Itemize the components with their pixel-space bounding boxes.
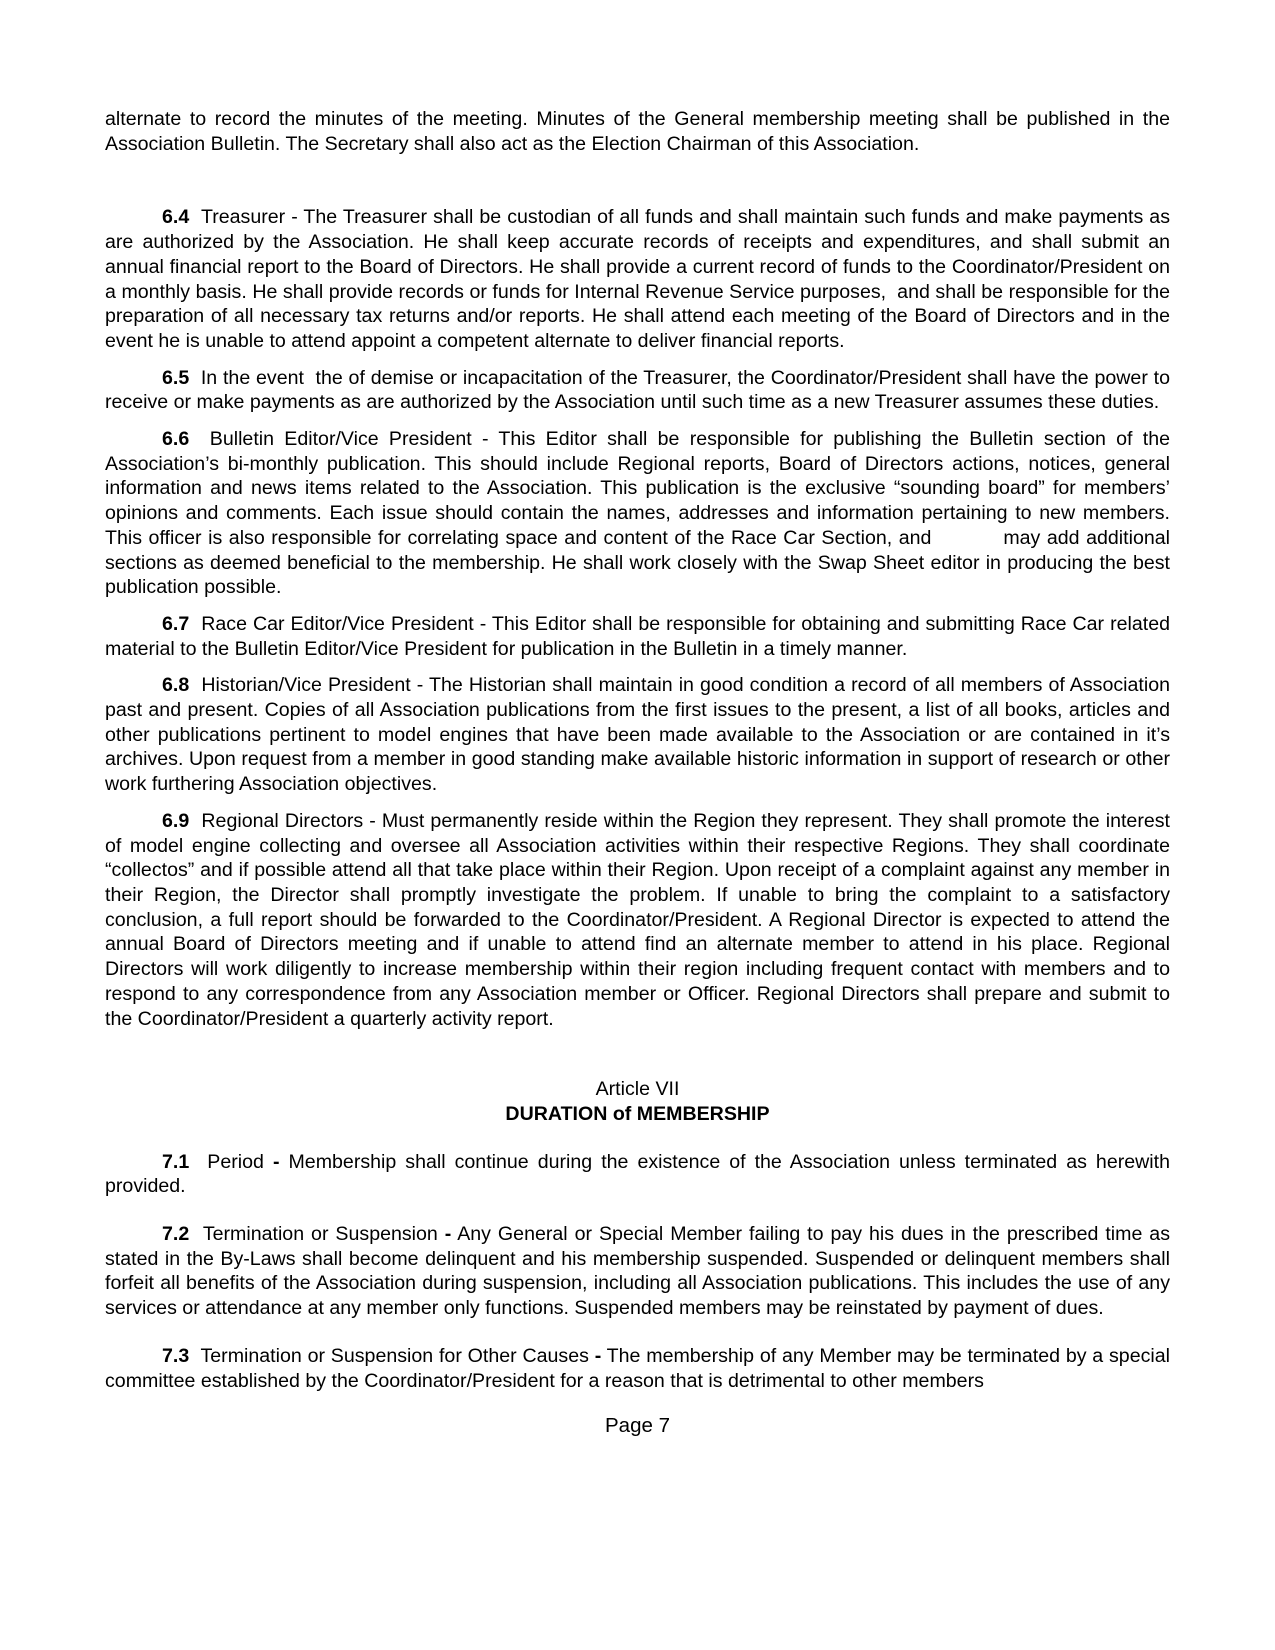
paragraph-secretary-continuation <box>105 107 1170 156</box>
bold-run: 7.2 <box>162 1223 190 1246</box>
section-7-3 <box>105 1344 1170 1393</box>
text-run: The membership of any Member may be terminated by a special committee established by the Coordinator/President for a reason that is detrimental to other members <box>105 1344 1170 1392</box>
bold-run: - <box>594 1344 602 1367</box>
section-6-7 <box>105 612 1170 661</box>
section-6-9 <box>105 809 1170 1031</box>
section-6-6 <box>105 427 1170 600</box>
text-run: alternate to record the minutes of the meeting. Minutes of the General membership meeting shall be published in the Association Bulletin. The Secretary shall also act as the Election Chairman of this Association. <box>105 108 1170 155</box>
bold-run: 6.5 <box>162 366 190 389</box>
text-run: In the event the of demise or incapacitation of the Treasurer, the Coordinator/President shall have the power to receive or make payments as are authorized by the Association until such time as a new Treasurer assumes these duties. <box>105 366 1170 414</box>
bold-run: 6.7 <box>162 612 190 635</box>
text-run: Termination or Suspension <box>189 1223 445 1246</box>
text-run: Period <box>189 1150 273 1173</box>
bold-run: 6.8 <box>162 674 190 697</box>
text-run: Treasurer - The Treasurer shall be custodian of all funds and shall maintain such funds and make payments as are authorized by the Association. He shall keep accurate records of receipts and expenditures, and shall submit an annual financial report to the Board of Directors. He shall provide a current record of funds to the Coordinator/President on a monthly basis. He shall provide records or funds for Internal Revenue Service purposes, and shall be responsible for the preparation of all necessary tax returns and/or reports. He shall attend each meeting of the Board of Directors and in the event he is unable to attend appoint a competent alternate to deliver financial reports. <box>105 206 1170 352</box>
text-run: Historian/Vice President - The Historian shall maintain in good condition a record of all members of Association past and present. Copies of all Association publications from the first issues to the present, a list of all books, articles and other publications pertinent to model engines that have been made available to the Association or are contained in it’s archives. Upon request from a member in good standing make available historic information in support of research or other work furthering Association objectives. <box>105 674 1170 796</box>
bold-run: 7.1 <box>162 1150 190 1173</box>
text-run: Termination or Suspension for Other Causes <box>189 1344 595 1367</box>
section-7-1 <box>105 1150 1170 1199</box>
article-vii-heading <box>105 1077 1170 1126</box>
document-blocks <box>105 107 1170 1393</box>
text-run: Regional Directors - Must permanently reside within the Region they represent. They shall promote the interest of model engine collecting and oversee all Association activities within their respective Regions. They shall coordinate “collectos” and if possible attend all that take place within their Region. Upon receipt of a complaint against any member in their Region, the Director shall promptly investigate the problem. If unable to bring the complaint to a satisfactory conclusion, a full report should be forwarded to the Coordinator/President. A Regional Director is expected to attend the annual Board of Directors meeting and if unable to attend find an alternate member to attend in his place. Regional Directors will work diligently to increase membership within their region including frequent contact with members and to respond to any correspondence from any Association member or Officer. Regional Directors shall prepare and submit to the Coordinator/President a quarterly activity report. <box>105 809 1170 1030</box>
article-heading-line: Article VII <box>595 1078 680 1101</box>
document-body <box>105 107 1170 1439</box>
text-run: Race Car Editor/Vice President - This Editor shall be responsible for obtaining and submitting Race Car related material to the Bulletin Editor/Vice President for publication in the Bulletin in a timely manner. <box>105 612 1170 660</box>
section-7-2 <box>105 1222 1170 1321</box>
bold-run: 6.6 <box>162 428 190 451</box>
article-heading-line: DURATION of MEMBERSHIP <box>505 1102 770 1125</box>
text-run: Any General or Special Member failing to pay his dues in the prescribed time as stated in the By-Laws shall become delinquent and his membership suspended. Suspended or delinquent members shall forfeit all benefits of the Association during suspension, including all Association publications. This includes the use of any services or attendance at any member only functions. Suspended members may be reinstated by payment of dues. <box>105 1223 1170 1320</box>
bold-run: - <box>272 1150 280 1173</box>
section-6-5 <box>105 366 1170 415</box>
section-6-4 <box>105 205 1170 353</box>
bold-run: 6.4 <box>162 206 190 229</box>
text-run: Membership shall continue during the existence of the Association unless terminated as herewith provided. <box>105 1150 1170 1198</box>
section-6-8 <box>105 673 1170 797</box>
text-run: Bulletin Editor/Vice President - This Editor shall be responsible for publishing the Bulletin section of the Association’s bi-monthly publication. This should include Regional reports, Board of Directors actions, notices, general information and news items related to the Association. This publication is the exclusive “sounding board” for members’ opinions and comments. Each issue should contain the names, addresses and information pertaining to new members. This officer is also responsible for correlating space and content of the Race Car Section, and may add additional sections as deemed beneficial to the membership. He shall work closely with the Swap Sheet editor in producing the best publication possible. <box>105 428 1170 599</box>
bold-run: - <box>444 1223 452 1246</box>
page-number: Page 7 <box>605 1414 670 1438</box>
bold-run: 6.9 <box>162 809 190 832</box>
bold-run: 7.3 <box>162 1344 190 1367</box>
